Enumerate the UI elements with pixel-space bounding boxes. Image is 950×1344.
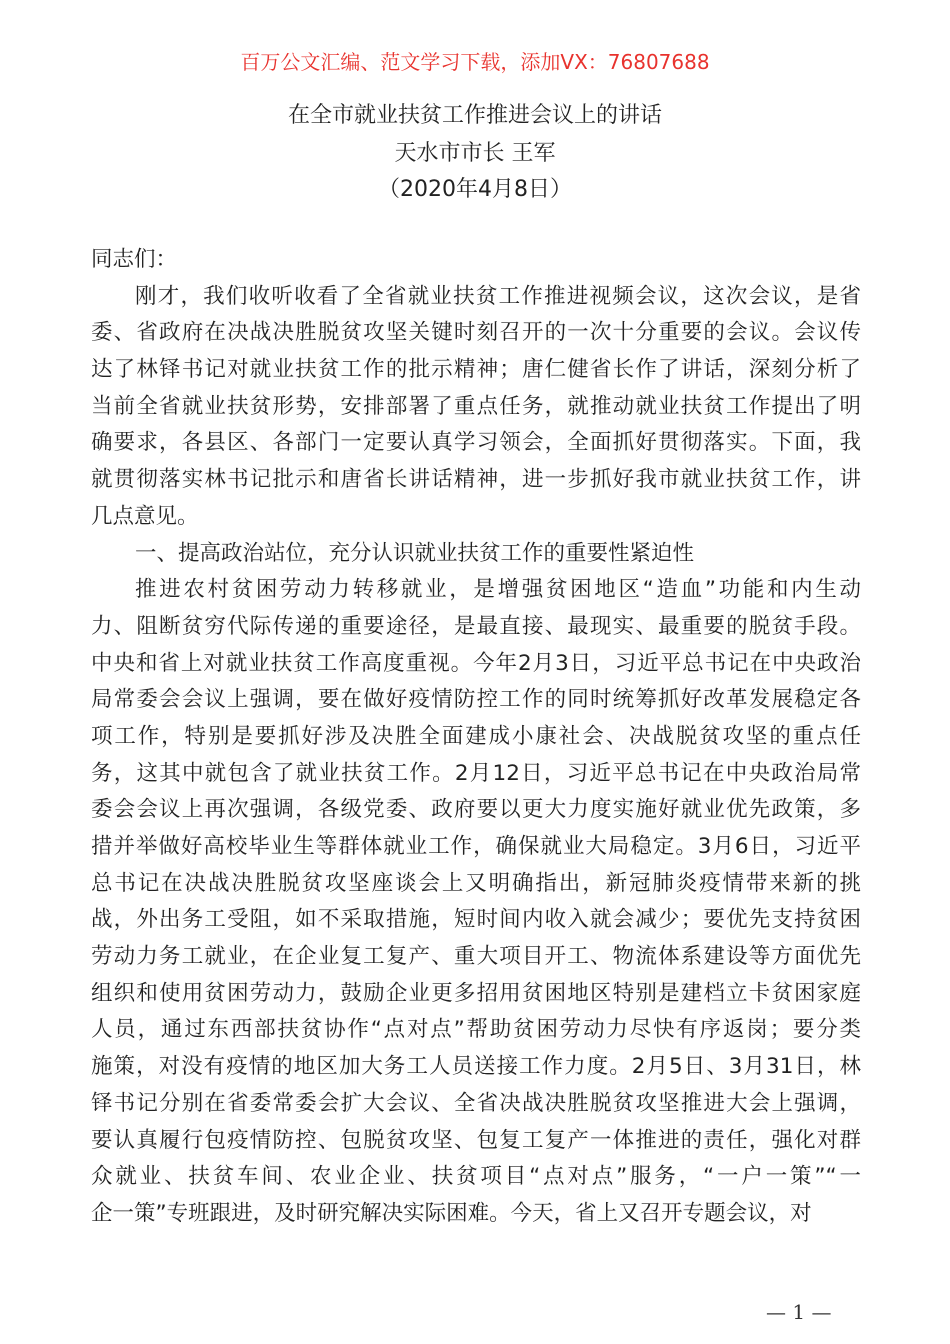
- body-line: 几点意见。: [91, 503, 199, 529]
- body-line: 铎书记分别在省委常委会扩大会议、全省决战决胜脱贫攻坚推进大会上强调，: [91, 1090, 861, 1116]
- watermark-banner: 百万公文汇编、范文学习下载，添加VX：76807688: [240, 50, 710, 74]
- body-line: 委、省政府在决战决胜脱贫攻坚关键时刻召开的一次十分重要的会议。会议传: [91, 320, 861, 346]
- document-body: [91, 242, 861, 1233]
- body-line: 务，这其中就包含了就业扶贫工作。2月12日，习近平总书记在中央政治局常: [91, 760, 861, 786]
- body-line: 企一策”专班跟进，及时研究解决实际困难。今天，省上又召开专题会议，对: [91, 1200, 812, 1226]
- body-line: 力、阻断贫穷代际传递的重要途径，是最直接、最现实、最重要的脱贫手段。: [91, 613, 861, 639]
- salutation: 同志们：: [91, 247, 178, 272]
- document-author: 天水市市长 王军: [394, 141, 556, 166]
- body-line: 刚才，我们收听收看了全省就业扶贫工作推进视频会议，这次会议，是省: [135, 283, 861, 309]
- body-line: 组织和使用贫困劳动力，鼓励企业更多招用贫困地区特别是建档立卡贫困家庭: [91, 980, 861, 1006]
- body-line: 战，外出务工受阻，如不采取措施，短时间内收入就会减少；要优先支持贫困: [91, 907, 861, 933]
- body-line: 总书记在决战决胜脱贫攻坚座谈会上又明确指出，新冠肺炎疫情带来新的挑: [91, 870, 861, 896]
- body-line: 局常委会会议上强调，要在做好疫情防控工作的同时统筹抓好改革发展稳定各: [91, 687, 861, 713]
- body-line: 委会会议上再次强调，各级党委、政府要以更大力度实施好就业优先政策，多: [91, 797, 861, 823]
- body-line: 项工作，特别是要抓好涉及决胜全面建成小康社会、决战脱贫攻坚的重点任: [91, 723, 861, 749]
- body-line: 劳动力务工就业，在企业复工复产、重大项目开工、物流体系建设等方面优先: [91, 944, 861, 970]
- section-heading: 一、提高政治站位，充分认识就业扶贫工作的重要性紧迫性: [135, 540, 695, 566]
- body-line: 就贯彻落实林书记批示和唐省长讲话精神，进一步抓好我市就业扶贫工作，讲: [91, 467, 861, 493]
- body-line: 中央和省上对就业扶贫工作高度重视。今年2月3日，习近平总书记在中央政治: [91, 650, 861, 676]
- body-line: 要认真履行包疫情防控、包脱贫攻坚、包复工复产一体推进的责任，强化对群: [91, 1127, 861, 1153]
- body-line: 达了林铎书记对就业扶贫工作的批示精神；唐仁健省长作了讲话，深刻分析了: [91, 357, 861, 383]
- body-line: 措并举做好高校毕业生等群体就业工作，确保就业大局稳定。3月6日，习近平: [91, 834, 861, 859]
- body-line: 确要求，各县区、各部门一定要认真学习领会，全面抓好贯彻落实。下面，我: [91, 430, 861, 456]
- body-line: 众就业、扶贫车间、农业企业、扶贫项目“点对点”服务，“一户一策”“一: [91, 1164, 861, 1190]
- document-title: 在全市就业扶贫工作推进会议上的讲话: [287, 103, 662, 128]
- page-number: — 1 —: [766, 1300, 832, 1324]
- body-line: 推进农村贫困劳动力转移就业，是增强贫困地区“造血”功能和内生动: [135, 577, 861, 603]
- body-line: 施策，对没有疫情的地区加大务工人员送接工作力度。2月5日、3月31日，林: [91, 1054, 861, 1080]
- body-line: 人员，通过东西部扶贫协作“点对点”帮助贫困劳动力尽快有序返岗；要分类: [91, 1017, 861, 1043]
- document-date: （2020年4月8日）: [378, 177, 572, 202]
- body-line: 当前全省就业扶贫形势，安排部署了重点任务，就推动就业扶贫工作提出了明: [91, 393, 861, 419]
